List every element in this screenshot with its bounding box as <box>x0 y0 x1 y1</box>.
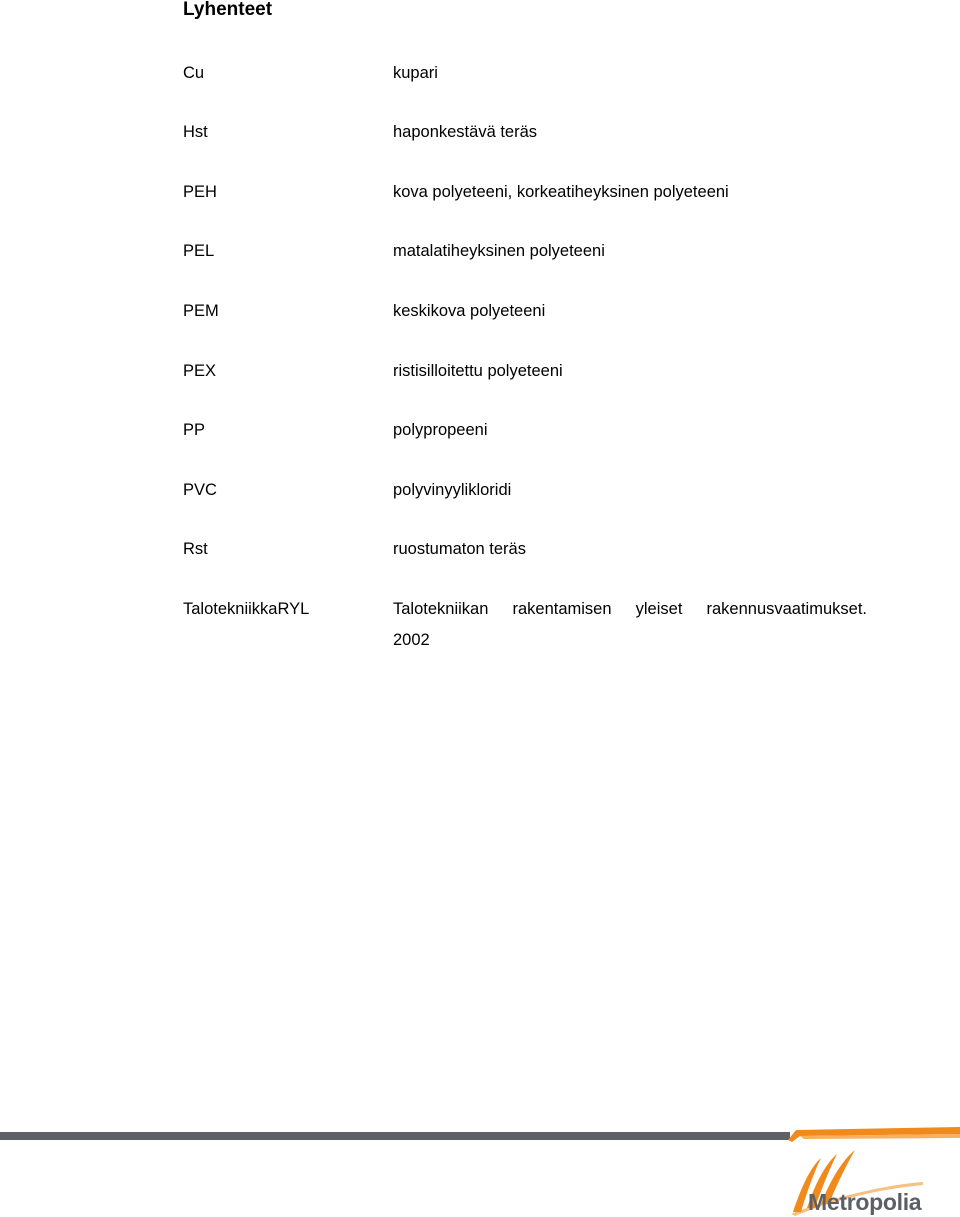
abbreviation-definition: matalatiheyksinen polyeteeni <box>393 242 605 260</box>
abbreviation-definition: Talotekniikan rakentamisen yleiset rakennusvaatimukset. <box>393 600 867 618</box>
abbreviation-term: Rst <box>183 540 208 558</box>
abbreviation-definition: kova polyeteeni, korkeatiheyksinen polyeteeni <box>393 183 729 201</box>
abbreviation-term: PP <box>183 421 206 439</box>
abbreviation-row <box>0 300 960 324</box>
abbreviation-row <box>0 240 960 264</box>
footer-bar-gray <box>0 1132 790 1140</box>
abbreviation-row <box>0 598 960 654</box>
abbreviation-term: TalotekniikkaRYL <box>183 600 310 618</box>
abbreviation-definition-continuation: 2002 <box>393 631 430 649</box>
abbreviation-row <box>0 121 960 145</box>
abbreviation-row <box>0 479 960 503</box>
abbreviation-definition: kupari <box>393 64 438 82</box>
abbreviation-row <box>0 538 960 562</box>
abbreviation-row <box>0 360 960 384</box>
abbreviation-row <box>0 62 960 86</box>
abbreviation-term: PEL <box>183 242 215 260</box>
abbreviation-definition: polyvinyylikloridi <box>393 481 512 499</box>
abbreviation-term: PEM <box>183 302 219 320</box>
abbreviation-term: PVC <box>183 481 217 499</box>
abbreviation-definition: haponkestävä teräs <box>393 123 538 141</box>
abbreviation-definition: ruostumaton teräs <box>393 540 526 558</box>
metropolia-logo-text: Metropolia <box>808 1189 922 1215</box>
abbreviation-definition: keskikova polyeteeni <box>393 302 546 320</box>
footer-bar <box>0 1126 960 1144</box>
abbreviation-row <box>0 419 960 443</box>
abbreviation-term: PEH <box>183 183 217 201</box>
abbreviation-term: Hst <box>183 123 208 141</box>
abbreviation-term: PEX <box>183 362 217 380</box>
page-title: Lyhenteet <box>183 0 273 20</box>
abbreviation-definition: polypropeeni <box>393 421 488 439</box>
abbreviation-term: Cu <box>183 64 205 82</box>
abbreviation-row <box>0 181 960 205</box>
abbreviation-definition: ristisilloitettu polyeteeni <box>393 362 563 380</box>
